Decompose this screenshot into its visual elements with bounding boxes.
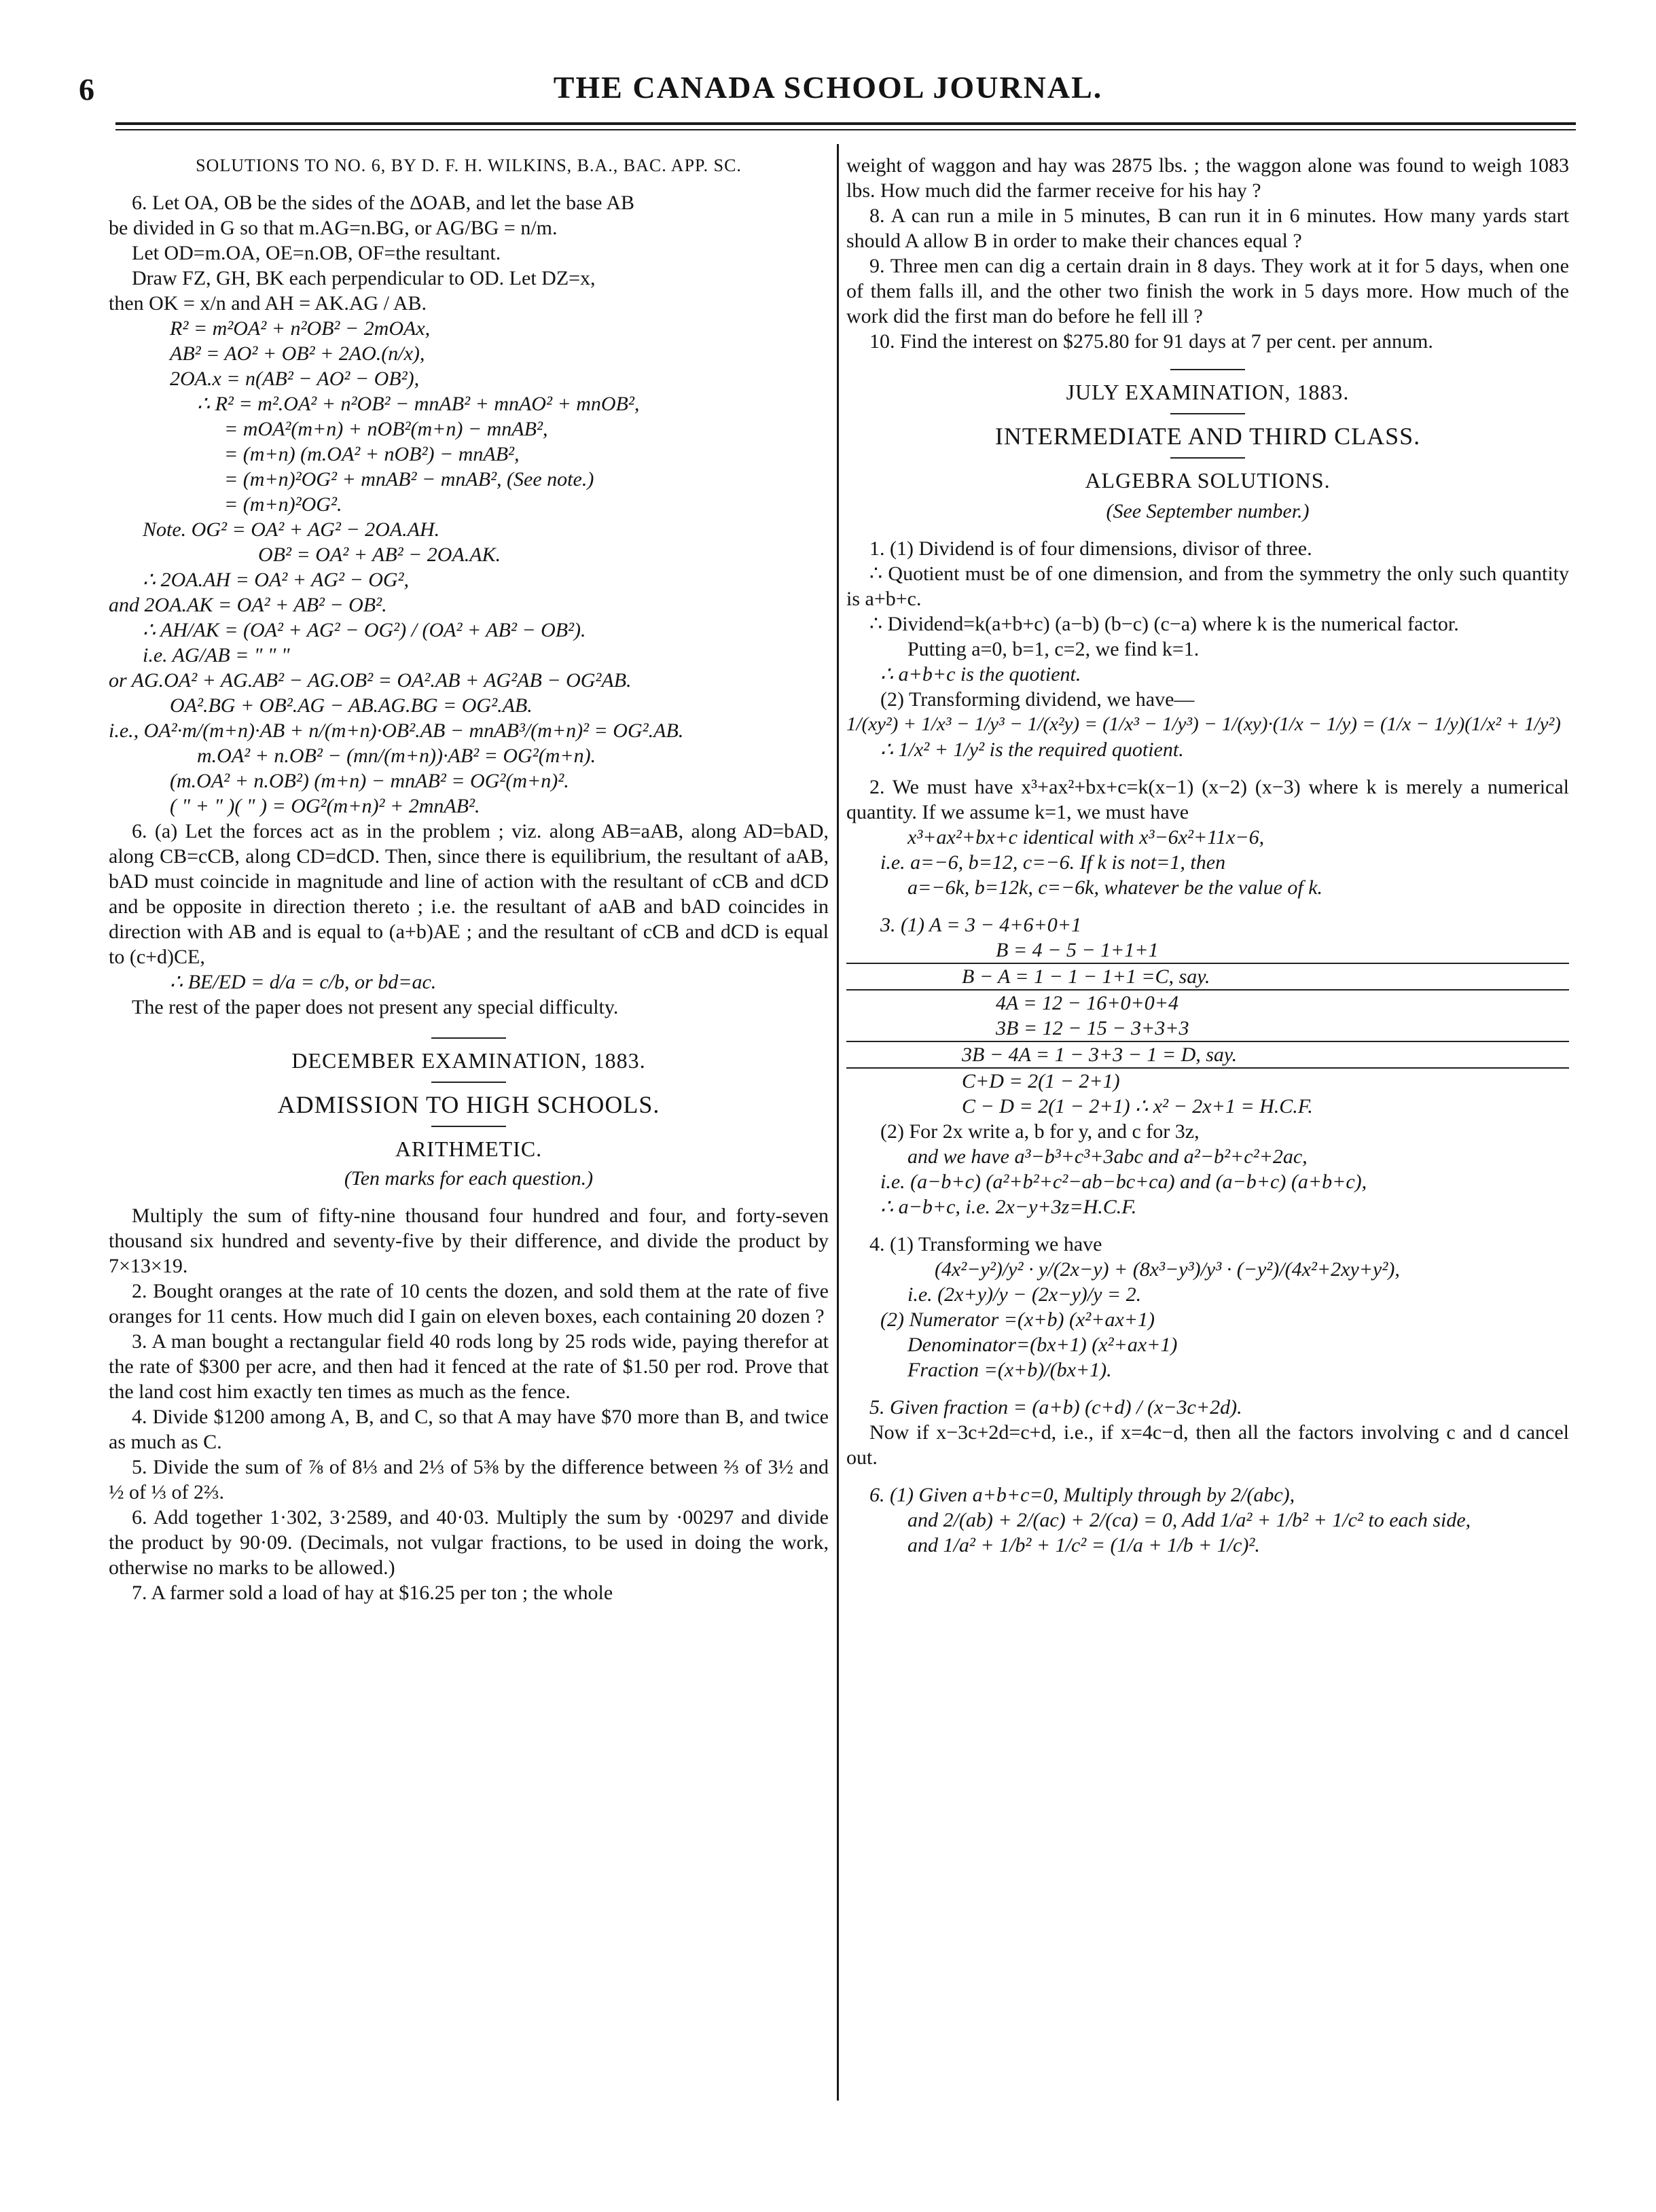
algebra-4-line: Denominator=(bx+1) (x²+ax+1) (907, 1334, 1178, 1356)
september-note: (See September number.) (1106, 500, 1310, 522)
algebra-3-line: i.e. (a−b+c) (a²+b²+c²−ab−bc+ca) and (a−b+c) (a+b+c), (880, 1171, 1367, 1193)
algebra-3-line: 3. (1) A = 3 − 4+6+0+1 (880, 914, 1081, 936)
solutions-heading: SOLUTIONS TO NO. 6, BY D. F. H. WILKINS, B.A., BAC. APP. SC. (196, 156, 742, 175)
question-9: 9. Three men can dig a certain drain in 8 days. They work at it for 5 days, when one of them falls ill, and the other two finish the work in 5 days more. How much of the work did the first man do before he fell ill ? (846, 255, 1569, 327)
equation-line: = (m+n)²OG² + mnAB² − mnAB², (See note.) (224, 468, 594, 490)
solution-6-line: Draw FZ, GH, BK each perpendicular to OD. Let DZ=x, (132, 267, 596, 289)
note-line: ∴ AH/AK = (OA² + AG² − OG²) / (OA² + AB² − OB²). (143, 619, 586, 641)
note-line: or AG.OA² + AG.AB² − AG.OB² = OA².AB + AG²AB − OG²AB. (109, 669, 632, 692)
note-line: i.e., OA²·m/(m+n)·AB + n/(m+n)·OB².AB − mnAB³/(m+n)² = OG².AB. (109, 719, 684, 742)
solution-6-line: then OK = x/n and AH = AK.AG / AB. (109, 292, 427, 315)
section-rule (1170, 457, 1245, 459)
question-7: 7. A farmer sold a load of hay at $16.25 per ton ; the whole (132, 1582, 613, 1604)
journal-title: THE CANADA SCHOOL JOURNAL. (553, 70, 1103, 105)
algebra-3-line: C+D = 2(1 − 2+1) (846, 1067, 1569, 1094)
algebra-1-line: Putting a=0, b=1, c=2, we find k=1. (907, 638, 1200, 660)
solution-6a-result: ∴ BE/ED = d/a = c/b, or bd=ac. (170, 971, 437, 993)
solution-6a: 6. (a) Let the forces act as in the problem ; viz. along AB=aAB, along AD=bAD, along CB=cCB, along CD=dCD. Then, since there is equilibrium, the resultant of aAB, bAD must coincide in magnitude and line of action with the resultant of cCB and dCD and be opposite in direction thereto ; i.e. the resultant of aAB and bAD coincides in direction with AB and is equal to (a+b)AE ; and the resultant of cCB and dCD is equal to (c+d)CE, (109, 820, 829, 968)
page-number: 6 (79, 72, 94, 107)
question-6: 6. Add together 1·302, 3·2589, and 40·03. Multiply the sum by ·00297 and divide the product by 90·09. (Decimals, not vulgar fractions, to be used in doing the work, otherwise no marks to be allowed.) (109, 1506, 829, 1579)
algebra-3-line: B = 4 − 5 − 1+1+1 (996, 939, 1159, 961)
algebra-1-transform: 1/(xy²) + 1/x³ − 1/y³ − 1/(x²y) = (1/x³ − 1/y³) − 1/(xy)·(1/x − 1/y) = (1/x − 1/y)(1/x² + 1/y²) (846, 713, 1561, 735)
note-line: Note. OG² = OA² + AG² − 2OA.AH. (143, 518, 440, 541)
equation-line: ∴ R² = m².OA² + n²OB² − mnAB² + mnAO² + mnOB², (197, 393, 640, 415)
algebra-4-line: 4. (1) Transforming we have (869, 1233, 1102, 1255)
solution-6-line: Let OD=m.OA, OE=n.OB, OF=the resultant. (132, 242, 501, 264)
header-rule-thin (115, 129, 1576, 130)
algebra-6-line: and 2/(ab) + 2/(ac) + 2/(ca) = 0, Add 1/a² + 1/b² + 1/c² to each side, (907, 1509, 1471, 1531)
december-exam-heading: DECEMBER EXAMINATION, 1883. (291, 1048, 646, 1073)
algebra-2-line: i.e. a=−6, b=12, c=−6. If k is not=1, then (880, 851, 1226, 874)
algebra-3-line: 3B = 12 − 15 − 3+3+3 (996, 1017, 1189, 1039)
solution-6-line: be divided in G so that m.AG=n.BG, or AG/BG = n/m. (109, 217, 558, 239)
algebra-3-line: 3B − 4A = 1 − 3+3 − 1 = D, say. (846, 1041, 1569, 1067)
algebra-4-line: (2) Numerator =(x+b) (x²+ax+1) (880, 1308, 1155, 1331)
note-line: ∴ 2OA.AH = OA² + AG² − OG², (143, 569, 410, 591)
algebra-3-line: 4A = 12 − 16+0+0+4 (846, 989, 1569, 1016)
algebra-3-line: C − D = 2(1 − 2+1) ∴ x² − 2x+1 = H.C.F. (962, 1095, 1313, 1118)
column-divider (837, 144, 839, 2101)
rest-of-paper-note: The rest of the paper does not present any special difficulty. (132, 996, 619, 1018)
algebra-2-line: 2. We must have x³+ax²+bx+c=k(x−1) (x−2) (x−3) where k is merely a numerical quantity. If we assume k=1, we must have (846, 776, 1569, 823)
algebra-2-line: x³+ax²+bx+c identical with x³−6x²+11x−6, (907, 826, 1265, 849)
section-rule (431, 1126, 506, 1127)
equation-line: = mOA²(m+n) + nOB²(m+n) − mnAB², (224, 418, 548, 440)
note-line: i.e. AG/AB = " " " (143, 644, 290, 666)
note-line: OB² = OA² + AB² − 2OA.AK. (258, 543, 501, 566)
intermediate-heading: INTERMEDIATE AND THIRD CLASS. (994, 423, 1421, 450)
algebra-4-line: i.e. (2x+y)/y − (2x−y)/y = 2. (907, 1283, 1142, 1306)
note-line: m.OA² + n.OB² − (mn/(m+n))·AB² = OG²(m+n). (197, 745, 596, 767)
note-line: ( " + " )( " ) = OG²(m+n)² + 2mnAB². (170, 795, 480, 817)
equation-line: = (m+n)²OG². (224, 493, 342, 516)
section-rule (1170, 413, 1245, 414)
algebra-5-line: Now if x−3c+2d=c+d, i.e., if x=4c−d, then all the factors involving c and d cancel out. (846, 1421, 1569, 1469)
header-rule-thick (115, 122, 1576, 125)
section-rule (431, 1037, 506, 1039)
algebra-1-line: ∴ a+b+c is the quotient. (880, 663, 1081, 685)
algebra-1-line: 1. (1) Dividend is of four dimensions, divisor of three. (869, 537, 1312, 560)
right-column (846, 153, 1569, 1558)
question-7-continued: weight of waggon and hay was 2875 lbs. ; the waggon alone was found to weigh 1083 lbs. How much did the farmer receive for his hay ? (846, 154, 1569, 202)
question-5: 5. Divide the sum of ⅞ of 8⅓ and 2⅓ of 5⅜ by the difference between ⅔ of 3½ and ½ of ⅓ of 2⅔. (109, 1456, 829, 1503)
question-10: 10. Find the interest on $275.80 for 91 days at 7 per cent. per annum. (869, 330, 1433, 353)
section-rule (1170, 369, 1245, 370)
section-rule (431, 1082, 506, 1083)
algebra-1-line: ∴ Dividend=k(a+b+c) (a−b) (b−c) (c−a) where k is the numerical factor. (869, 613, 1459, 635)
question-3: 3. A man bought a rectangular field 40 rods long by 25 rods wide, paying therefor at the rate of $300 per acre, and then had it fenced at the rate of $1.50 per rod. Prove that the land cost him exactly ten times as much as the fence. (109, 1330, 829, 1403)
algebra-3-line: ∴ a−b+c, i.e. 2x−y+3z=H.C.F. (880, 1196, 1137, 1218)
note-line: and 2OA.AK = OA² + AB² − OB². (109, 594, 387, 616)
algebra-1-line: ∴ Quotient must be of one dimension, and from the symmetry the only such quantity is a+b+c. (846, 563, 1569, 610)
admission-heading: ADMISSION TO HIGH SCHOOLS. (277, 1091, 660, 1118)
question-8: 8. A can run a mile in 5 minutes, B can run it in 6 minutes. How many yards start should A allow B in order to make their chances equal ? (846, 204, 1569, 252)
solution-6-intro: 6. Let OA, OB be the sides of the ΔOAB, and let the base AB (132, 192, 634, 214)
question-1: Multiply the sum of fifty-nine thousand four hundred and four, and forty-seven thousand six hundred and seventy-five by their difference, and divide the product by 7×13×19. (109, 1205, 829, 1277)
algebra-6-line: 6. (1) Given a+b+c=0, Multiply through by 2/(abc), (869, 1484, 1295, 1506)
algebra-3-line: B − A = 1 − 1 − 1+1 =C, say. (846, 963, 1569, 989)
algebra-heading: ALGEBRA SOLUTIONS. (1085, 468, 1331, 493)
algebra-3-line: and we have a³−b³+c³+3abc and a²−b²+c²+2ac, (907, 1145, 1308, 1168)
algebra-3-line: (2) For 2x write a, b for y, and c for 3z, (880, 1120, 1200, 1143)
question-2: 2. Bought oranges at the rate of 10 cents the dozen, and sold them at the rate of five oranges for 11 cents. How much did I gain on eleven boxes, each containing 20 dozen ? (109, 1280, 829, 1327)
algebra-1-line: (2) Transforming dividend, we have— (880, 688, 1195, 711)
arithmetic-heading: ARITHMETIC. (395, 1137, 543, 1161)
question-4: 4. Divide $1200 among A, B, and C, so that A may have $70 more than B, and twice as much as C. (109, 1406, 829, 1453)
equation-line: 2OA.x = n(AB² − AO² − OB²), (170, 368, 420, 390)
equation-line: AB² = AO² + OB² + 2AO.(n/x), (170, 342, 425, 365)
algebra-4-line: Fraction =(x+b)/(bx+1). (907, 1359, 1112, 1381)
equation-line: = (m+n) (m.OA² + nOB²) − mnAB², (224, 443, 520, 465)
marks-note: (Ten marks for each question.) (344, 1167, 594, 1190)
left-column (109, 153, 829, 1605)
note-line: (m.OA² + n.OB²) (m+n) − mnAB² = OG²(m+n)². (170, 770, 569, 792)
july-exam-heading: JULY EXAMINATION, 1883. (1066, 380, 1350, 404)
equation-line: R² = m²OA² + n²OB² − 2mOAx, (170, 317, 431, 340)
algebra-1-line: ∴ 1/x² + 1/y² is the required quotient. (880, 738, 1184, 761)
algebra-2-line: a=−6k, b=12k, c=−6k, whatever be the value of k. (907, 876, 1323, 899)
algebra-6-line: and 1/a² + 1/b² + 1/c² = (1/a + 1/b + 1/c)². (907, 1534, 1260, 1556)
algebra-4-line: (4x²−y²)/y² · y/(2x−y) + (8x³−y³)/y³ · (−y²)/(4x²+2xy+y²), (935, 1258, 1400, 1281)
note-line: OA².BG + OB².AG − AB.AG.BG = OG².AB. (170, 694, 533, 717)
algebra-5-line: 5. Given fraction = (a+b) (c+d) / (x−3c+2d). (869, 1396, 1242, 1419)
